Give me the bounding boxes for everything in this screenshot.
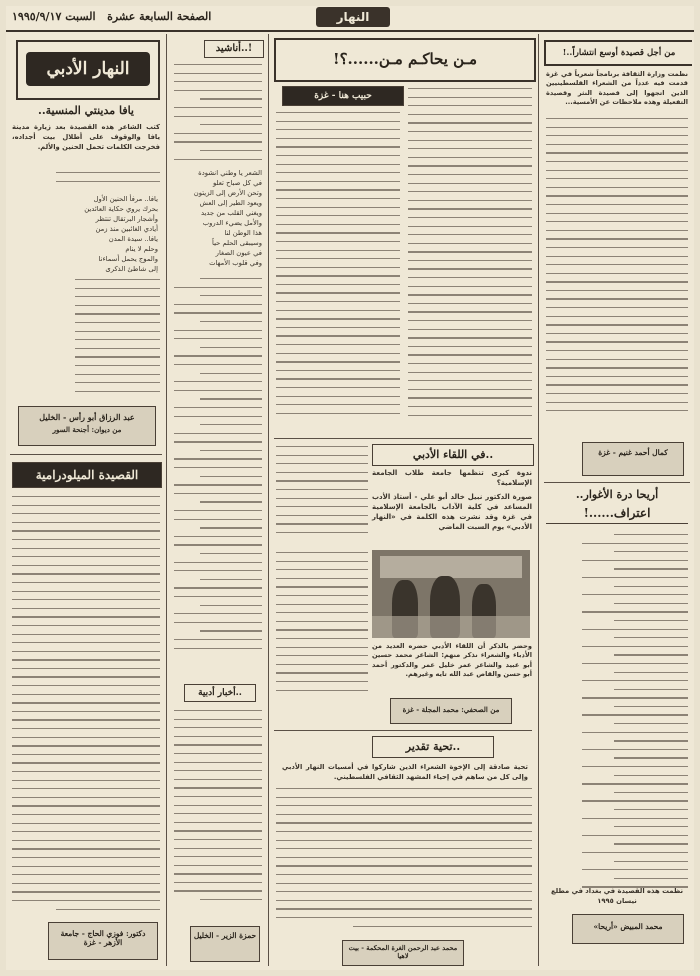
text-lines [174,710,262,908]
article-title-bar [12,462,162,488]
text-lines [408,88,532,423]
paper-logo: النهار [316,7,390,27]
poem-line: إلى شاطئ الذكرى [105,265,158,273]
center-column [272,34,536,970]
event-headline: في اللقاء الأدبي.. [412,448,494,461]
poem-line: والأمل يضيء الدروب [202,219,262,227]
mid-signature: حمزة الزير - الخليل [193,931,257,940]
center-subhead-box [282,86,404,106]
text-lines [38,279,160,399]
mid-column [170,34,266,970]
right-column [542,34,692,970]
center-headline-box [274,38,536,82]
poem-body [14,194,158,274]
left-column [8,34,164,970]
mid-footer-title-box [184,684,256,702]
right-lead: نظمت وزارة الثقافة برنامجاً شعرياً في غزة قدمت فيه عدداً من الشعراء الفلسطينيين الذين اتجهوا إلى قصيدة النثر وقصيدة التفعيلة وهذه ملاحظات عن الأمسية... [546,70,688,107]
poem-line: هذا الوطن لنا [224,229,262,237]
event-subtitle: ندوة كبرى تنظمها جامعة طلاب الجامعة الإسلامية؟ [372,469,532,487]
mid-title: أناشيد..! [215,43,253,54]
right-headline-box [544,40,692,66]
text-lines [582,534,688,895]
text-lines [174,278,262,656]
page-header [6,6,694,32]
mid-footer-title: أخبار أدبية.. [198,688,242,698]
bottom-headline: تحية تقدير.. [405,740,461,753]
column-rule [538,34,539,966]
text-lines [276,552,368,698]
poem-line: وتحن الأرض إلى الزيتون [193,189,262,197]
poem-title: يافا مدينتي المنسية.. [38,104,134,117]
poem-signature-sub: من ديوان: أجنحة السور [52,425,122,434]
right-headline: من أجل قصيدة أوسع انتشاراً..! [562,48,676,58]
poem-intro: كتب الشاعر هذه القصيدة بعد زيارة مدينة يافا والوقوف على أطلال بيت أجداده، فخرجت الكلمات تحمل الحنين والألم. [12,123,160,151]
photo-credit-box [390,698,512,724]
date-label: السبت ١٩٩٥/٩/١٧ [12,10,96,23]
text-lines [276,788,532,934]
masthead-title: النهار الأدبي [26,52,150,86]
center-headline: مـن يحاكـم مـن......؟! [333,50,477,68]
poem-signature-box [18,406,156,446]
photo-caption: وحضر بالذكر أن اللقاء الأدبي حضره العديد من الأدباء والشعراء نذكر منهم: الشاعر محمد حسين أبو عبيد والشاعر عمر خليل عمر والدكتور أحمد أبو حسن والقاص عبد الله تايه وغيرهم. [372,642,532,679]
section-rule [10,454,162,455]
poem-line: ويغني القلب من جديد [200,209,262,217]
event-photo [372,550,530,638]
mid-signature-box [190,926,260,962]
event-lead: صورة الدكتور نبيل خالد أبو علي - أستاذ الأدب المساعد في كلية الآداب بالجامعة الإسلامية في غزة وقد نشرت هذه الكلمة في «النهار الأدبي» يوم السبت الماضي [372,493,532,531]
bottom-text: تحية صادقة إلى الإخوة الشعراء الذين شاركوا في أمسيات النهار الأدبي وإلى كل من ساهم في إحياء المشهد الثقافي الفلسطيني. [282,763,528,781]
essay-footer: نظمت هذه القصيدة في بغداد في مطلع نيسان ١٩٩٥ [551,887,683,905]
newspaper-page [6,6,694,970]
edition-label: الصفحة السابعة عشرة [107,10,212,23]
text-lines [276,446,368,541]
section-rule [274,730,532,731]
essay-signature-box [572,914,684,944]
essay-signature: محمد المبيض «أريحا» [593,922,663,931]
mid-poem [174,168,262,268]
bottom-signature: محمد عبد الرحمن الغرة المحكمة - بيت لاهيا [348,944,458,960]
right-signature: كمال أحمد غنيم - غزة [598,448,668,457]
photo-credit: من الصحفي: محمد المجلة - غزة [402,705,500,714]
poem-line: في عيون الصغار [215,249,262,257]
text-lines [546,118,688,419]
event-headline-box [372,444,534,466]
poem-signature: عبد الرزاق أبو رأس - الخليل [39,412,135,422]
mid-title-box [204,40,264,58]
poem-line: وحلم لا ينام [125,245,158,253]
section-rule [274,438,532,439]
bottom-headline-box [372,736,494,758]
bottom-signature-box [342,940,464,966]
poem-line: يافا.. سيدة المدن [108,235,158,243]
poem-line: الشعر يا وطني انشودة [198,169,262,177]
issue-date [12,10,211,23]
article-title: القصيدة الميلودرامية [35,468,139,482]
poem-line: يافا.. مرفأ الحنين الأول [93,195,158,203]
article-signature: دكتور: فوزي الحاج - جامعة الأزهر - غزة [60,929,146,947]
text-lines [174,64,262,167]
poem-line: وسيبقى الحلم حياً [212,239,262,247]
right-signature-box [582,442,684,476]
essay-title: أريحا درة الأغوار.. [575,488,659,501]
text-lines [12,172,160,189]
poem-line: وفي قلوب الأمهات [209,259,262,267]
poem-line: ويعود الطير إلى العش [199,199,262,207]
article-signature-box [48,922,158,960]
poem-line: والموج يحمل أسماءنا [98,255,158,263]
poem-line: أيادي الغائبين منذ زمن [95,225,158,233]
section-rule [544,482,690,483]
text-lines [12,496,160,917]
column-rule [166,34,167,966]
masthead-box [16,40,160,100]
text-lines [276,112,400,421]
poem-line: وأشجار البرتقال تنتظر [95,215,158,223]
column-rule [268,34,269,966]
essay-subtitle: اعتراف......! [546,506,688,524]
poem-line: في كل صباح تعلو [213,179,262,187]
center-subhead: حبيب هنا - غزة [314,91,372,101]
poem-line: بحرك يروي حكاية العائدين [84,205,158,213]
